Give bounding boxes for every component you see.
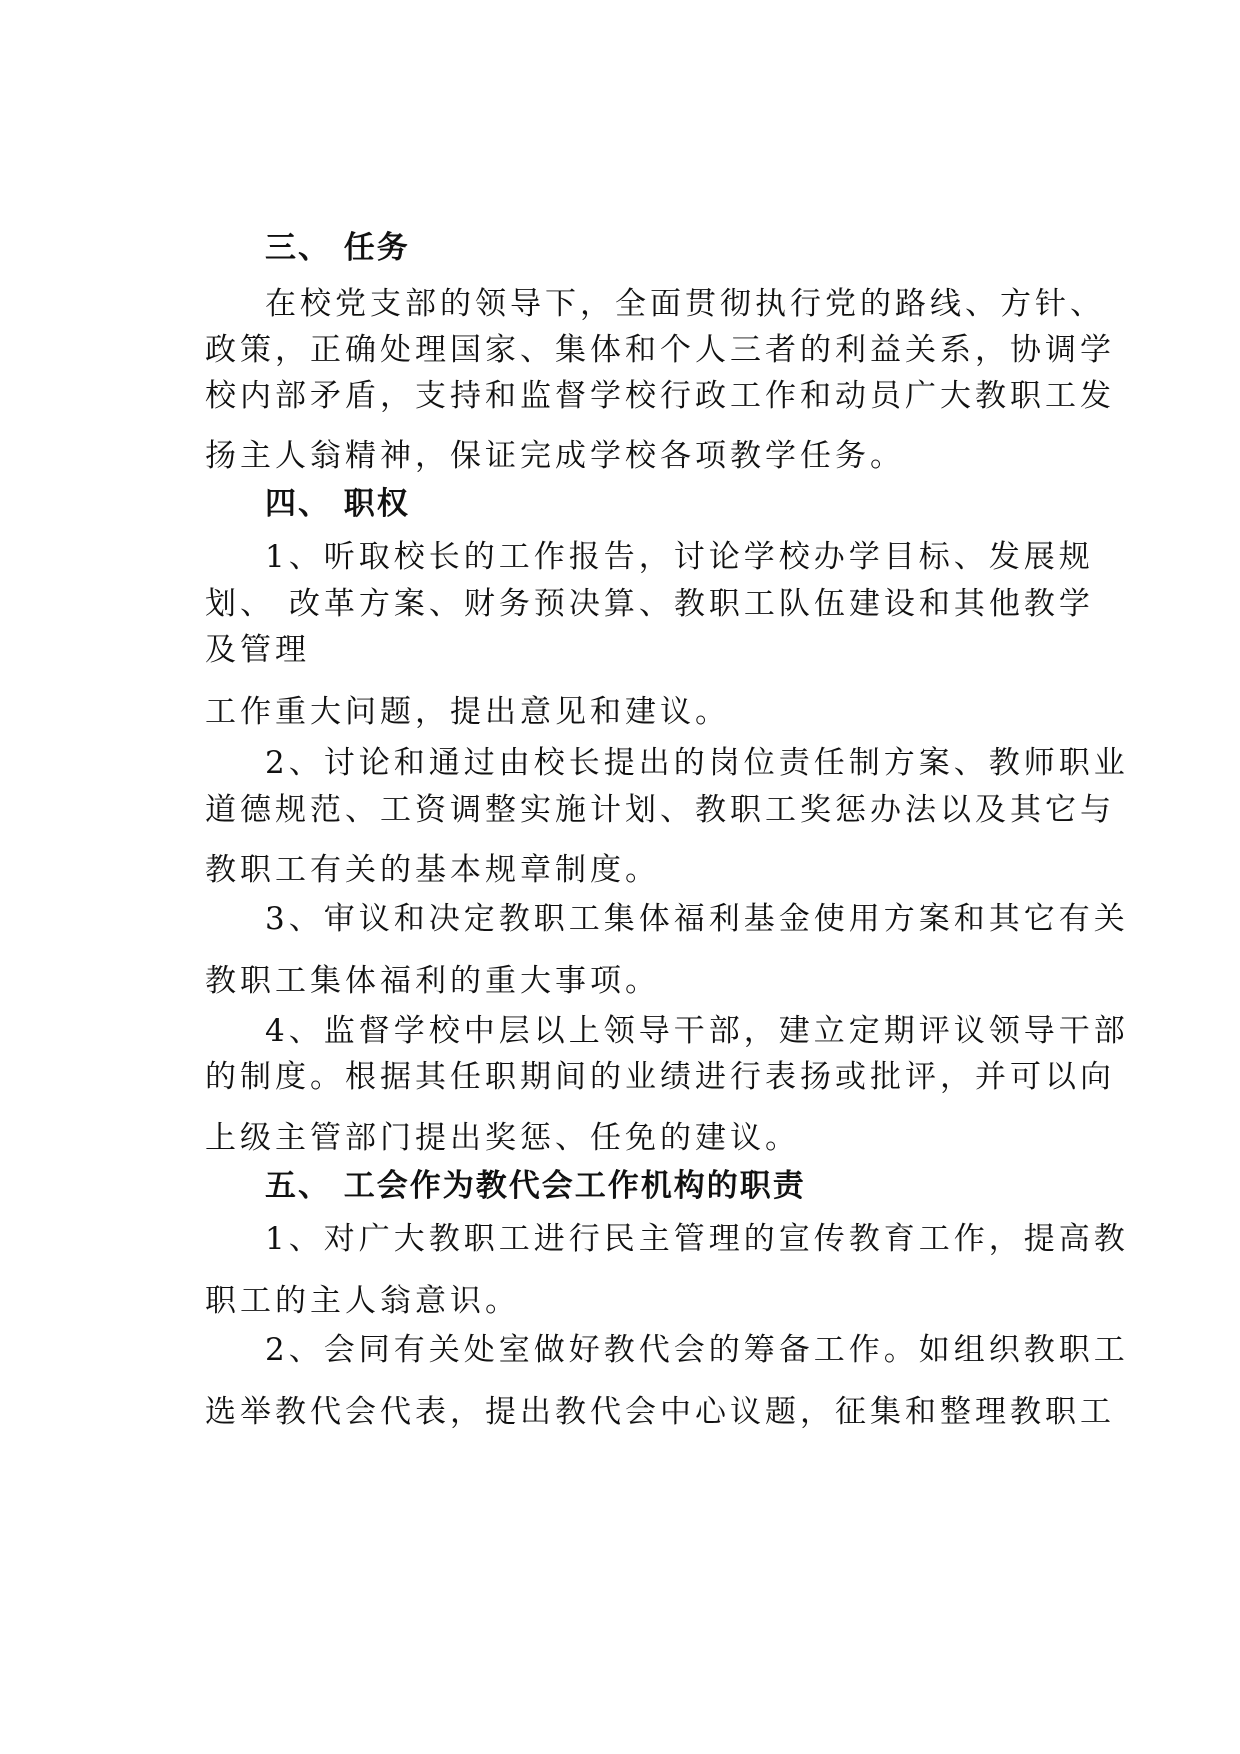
- paragraph-line: 2、会同有关处室做好教代会的筹备工作。如组织教职工: [265, 1332, 1129, 1368]
- paragraph-line: 的制度。根据其任职期间的业绩进行表扬或批评，并可以向: [205, 1059, 1115, 1095]
- section-heading-powers: 四、 职权: [265, 486, 410, 522]
- paragraph-line: 职工的主人翁意识。: [205, 1283, 520, 1319]
- section-heading-tasks: 三、 任务: [265, 230, 410, 266]
- paragraph-line: 划、 改革方案、财务预决算、教职工队伍建设和其他教学: [205, 586, 1094, 622]
- paragraph-line: 教职工有关的基本规章制度。: [205, 852, 660, 888]
- paragraph-line: 道德规范、工资调整实施计划、教职工奖惩办法以及其它与: [205, 792, 1115, 828]
- paragraph-line: 2、讨论和通过由校长提出的岗位责任制方案、教师职业: [265, 745, 1129, 781]
- paragraph-line: 3、审议和决定教职工集体福利基金使用方案和其它有关: [265, 901, 1129, 937]
- paragraph-line: 选举教代会代表，提出教代会中心议题，征集和整理教职工: [205, 1394, 1115, 1430]
- paragraph-line: 扬主人翁精神，保证完成学校各项教学任务。: [205, 438, 905, 474]
- paragraph-line: 4、监督学校中层以上领导干部，建立定期评议领导干部: [265, 1013, 1129, 1049]
- paragraph-line: 1、听取校长的工作报告，讨论学校办学目标、发展规: [265, 539, 1094, 575]
- paragraph-line: 在校党支部的领导下，全面贯彻执行党的路线、方针、: [265, 286, 1105, 322]
- paragraph-line: 教职工集体福利的重大事项。: [205, 963, 660, 999]
- paragraph-line: 工作重大问题，提出意见和建议。: [205, 694, 730, 730]
- section-heading-union-duties: 五、 工会作为教代会工作机构的职责: [265, 1168, 806, 1204]
- paragraph-line: 政策，正确处理国家、集体和个人三者的利益关系，协调学: [205, 332, 1115, 368]
- paragraph-line: 校内部矛盾，支持和监督学校行政工作和动员广大教职工发: [205, 378, 1115, 414]
- paragraph-line: 1、对广大教职工进行民主管理的宣传教育工作，提高教: [265, 1221, 1129, 1257]
- paragraph-line: 上级主管部门提出奖惩、任免的建议。: [205, 1120, 800, 1156]
- paragraph-line: 及管理: [205, 632, 310, 668]
